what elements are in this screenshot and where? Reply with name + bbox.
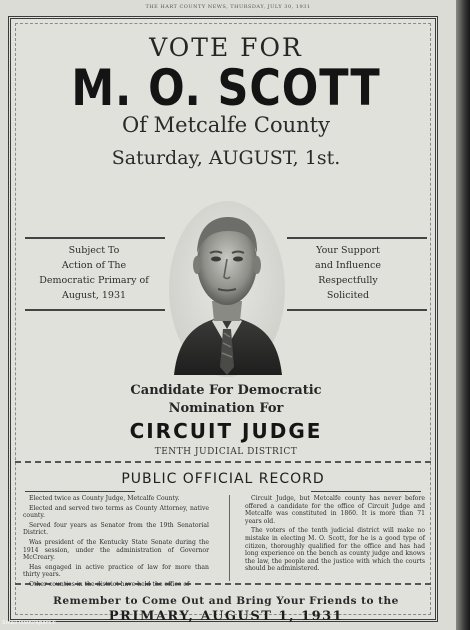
- public-record-title: PUBLIC OFFICIAL RECORD: [121, 471, 325, 487]
- right-panel-top-rule: [287, 237, 427, 239]
- page-edge-shadow: [456, 0, 470, 630]
- left-panel: [27, 243, 161, 303]
- record-paragraph: Elected twice as County Judge, Metcalfe County.: [29, 495, 180, 502]
- record-paragraph: Was president of the Kentucky State Senate during the 1914 session, under the administration of Governor McCreary.: [23, 538, 209, 562]
- right-panel-line: Your Support: [316, 245, 380, 256]
- public-record-section: [15, 461, 431, 588]
- election-date: Saturday, AUGUST, 1st.: [111, 147, 341, 169]
- left-panel-bottom-rule: [25, 309, 165, 311]
- primary-date-line: PRIMARY, AUGUST 1, 1931: [108, 609, 344, 624]
- district-line: TENTH JUDICIAL DISTRICT: [154, 447, 298, 457]
- right-panel-line: Solicited: [326, 290, 370, 301]
- record-paragraph: Elected and served two terms as County Attorney, native county.: [23, 504, 209, 520]
- record-right-column: [245, 495, 425, 575]
- record-paragraph: Has engaged in active practice of law for more than thirty years.: [23, 563, 209, 579]
- county-line: Of Metcalfe County: [122, 113, 330, 137]
- left-panel-top-rule: [25, 237, 165, 239]
- record-left-column: [23, 495, 209, 591]
- right-panel-line: and Influence: [315, 260, 381, 271]
- newspaper-masthead: THE HART COUNTY NEWS, THURSDAY, JULY 30, 1931: [145, 4, 311, 10]
- candidate-for-line: Candidate For Democratic: [130, 383, 322, 398]
- headline: VOTE FOR: [149, 33, 303, 62]
- record-title-rule-left: [25, 491, 135, 492]
- political-ad-frame: [8, 16, 438, 622]
- left-panel-line: August, 1931: [61, 290, 127, 301]
- reminder-line: Remember to Come Out and Bring Your Friends to the: [53, 595, 399, 607]
- archive-watermark: SmallTownPapers®: [2, 620, 57, 626]
- candidate-portrait: [168, 197, 286, 377]
- record-paragraph: The voters of the tenth judicial district will make no mistake in electing M. O. Scott, for he is a good type of citizen, thoroughly qualified for the office and has had long experience on the bench as county judge and knows the law, the people and the justice with which the courts should be administered.: [245, 527, 425, 573]
- record-paragraph: Circuit Judge, but Metcalfe county has never before offered a candidate for the office of Circuit Judge and Metcalfe was constituted in 1860. It is more than 71 years old.: [245, 495, 425, 525]
- right-panel-line: Respectfully: [318, 275, 378, 286]
- left-panel-line: Democratic Primary of: [39, 275, 149, 286]
- record-column-divider: [229, 495, 230, 581]
- candidate-name: M. O. SCOTT: [71, 59, 381, 117]
- record-paragraph: Served four years as Senator from the 19th Senatorial District.: [23, 521, 209, 537]
- left-panel-line: Action of The: [61, 260, 127, 271]
- record-paragraph: Other counties in the district have held the office of: [29, 580, 190, 588]
- nomination-for-line: Nomination For: [168, 401, 284, 416]
- right-panel: [281, 243, 415, 303]
- office-title: CIRCUIT JUDGE: [129, 419, 323, 443]
- left-panel-line: Subject To: [68, 245, 120, 256]
- right-panel-bottom-rule: [287, 309, 427, 311]
- record-title-rule-right: [311, 491, 421, 492]
